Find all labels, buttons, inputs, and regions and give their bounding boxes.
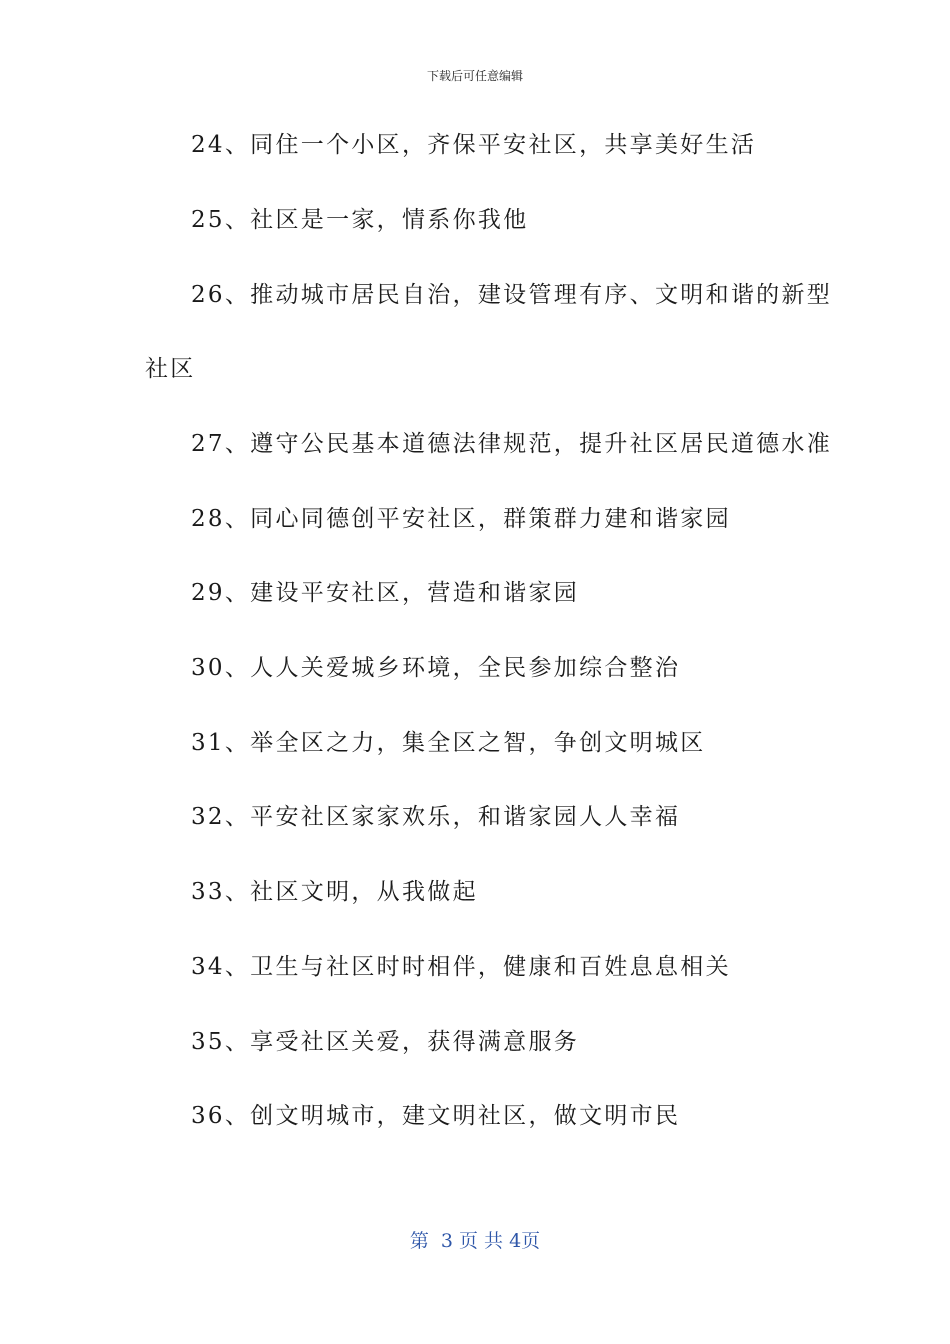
slogan-line-29: 29、建设平安社区，营造和谐家园 — [191, 580, 580, 606]
page-footer: 第 3 页 共 4页 — [409, 1230, 541, 1252]
header-note: 下载后可任意编辑 — [426, 69, 523, 83]
slogan-line-24: 24、同住一个小区，齐保平安社区，共享美好生活 — [191, 132, 757, 158]
slogan-line-25: 25、社区是一家，情系你我他 — [191, 207, 529, 233]
slogan-line-33: 33、社区文明，从我做起 — [191, 879, 478, 905]
slogan-line-31: 31、举全区之力，集全区之智，争创文明城区 — [191, 730, 706, 756]
slogan-line-36: 36、创文明城市，建文明社区，做文明市民 — [191, 1103, 681, 1129]
slogan-line-35: 35、享受社区关爱，获得满意服务 — [191, 1029, 580, 1055]
slogan-line-34: 34、卫生与社区时时相伴，健康和百姓息息相关 — [191, 954, 731, 980]
slogan-line-32: 32、平安社区家家欢乐，和谐家园人人幸福 — [191, 804, 681, 830]
slogan-line-26: 26、推动城市居民自治，建设管理有序、文明和谐的新型 — [191, 282, 833, 308]
slogan-line-27: 27、遵守公民基本道德法律规范，提升社区居民道德水准 — [191, 431, 833, 457]
slogan-line-26-continued: 社区 — [145, 356, 196, 382]
slogan-line-28: 28、同心同德创平安社区，群策群力建和谐家园 — [191, 506, 731, 532]
slogan-line-30: 30、人人关爱城乡环境，全民参加综合整治 — [191, 655, 681, 681]
